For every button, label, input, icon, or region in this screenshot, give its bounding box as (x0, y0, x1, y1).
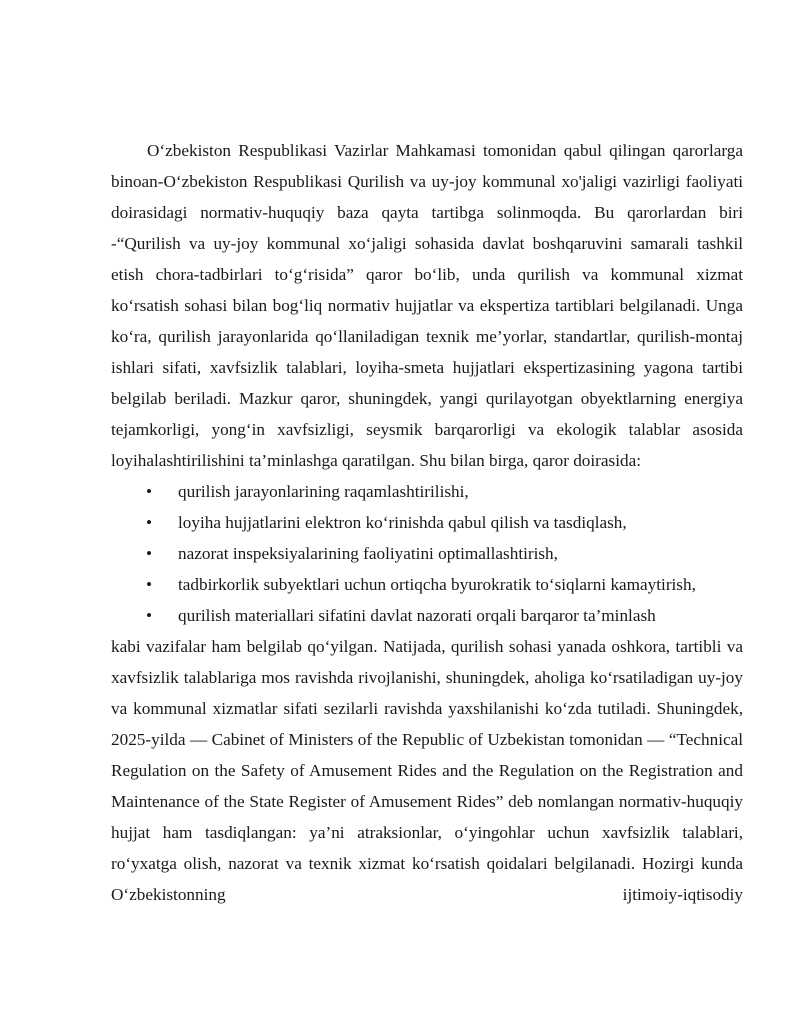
list-item-text: qurilish materiallari sifatini davlat nazorati orqali barqaror ta’minlash (178, 606, 656, 625)
bullet-icon: • (146, 606, 153, 625)
list-item-text: tadbirkorlik subyektlari uchun ortiqcha byurokratik to‘siqlarni kamaytirish, (178, 575, 696, 594)
list-item (111, 507, 743, 538)
list-item-text: nazorat inspeksiyalarining faoliyatini optimallashtirish, (178, 544, 558, 563)
paragraph-continuation: kabi vazifalar ham belgilab qo‘yilgan. Natijada, qurilish sohasi yanada oshkora, tartibli va xavfsizlik talablariga mos ravishda rivojlanishi, shuningdek, aholiga ko‘rsatiladigan uy-joy va kommunal xizmatlar sifati sezilarli ravishda yaxshilanishi ko‘zda tutiladi. Shuningdek, 2025-yilda — Cabinet of Ministers of the Republic of Uzbekistan tomonidan — “Technical Regulation on the Safety of Amusement Rides and the Regulation on the Registration and Maintenance of the State Register of Amusement Rides” deb nomlangan normativ-huquqiy hujjat ham tasdiqlangan: ya’ni atraksionlar, o‘yingohlar uchun xavfsizlik talablari, ro‘yxatga olish, nazorat va texnik xizmat ko‘rsatish qoidalari belgilanadi. Hozirgi kunda O‘zbekistonning ijtimoiy-iqtisodiy (111, 637, 743, 904)
bullet-icon: • (146, 513, 153, 532)
list-item (111, 569, 743, 600)
task-list (111, 476, 743, 631)
list-item (111, 600, 743, 631)
paragraph-intro: O‘zbekiston Respublikasi Vazirlar Mahkamasi tomonidan qabul qilingan qarorlarga binoan-O‘zbekiston Respublikasi Qurilish va uy-joy kommunal xo'jaligi vazirligi faoliyati doirasidagi normativ-huquqiy baza qayta tartibga solinmoqda. Bu qarorlardan biri -“Qurilish va uy-joy kommunal xo‘jaligi sohasida davlat boshqaruvini samarali tashkil etish chora-tadbirlari to‘g‘risida” qaror bo‘lib, unda qurilish va kommunal xizmat ko‘rsatish sohasi bilan bog‘liq normativ hujjatlar va ekspertiza tartiblari belgilanadi. Unga ko‘ra, qurilish jarayonlarida qo‘llaniladigan texnik me’yorlar, standartlar, qurilish-montaj ishlari sifati, xavfsizlik talablari, loyiha-smeta hujjatlari ekspertizasining yagona tartibi belgilab beriladi. Mazkur qaror, shuningdek, yangi qurilayotgan obyektlarning energiya tejamkorligi, yong‘in xavfsizligi, seysmik barqarorligi va ekologik talablar asosida loyihalashtirilishini ta’minlashga qaratilgan. Shu bilan birga, qaror doirasida: (111, 141, 743, 470)
list-item (111, 476, 743, 507)
bullet-icon: • (146, 544, 153, 563)
document-page (111, 135, 743, 910)
bullet-icon: • (146, 482, 153, 501)
list-item-text: qurilish jarayonlarining raqamlashtirilishi, (178, 482, 469, 501)
bullet-icon: • (146, 575, 153, 594)
list-item (111, 538, 743, 569)
list-item-text: loyiha hujjatlarini elektron ko‘rinishda qabul qilish va tasdiqlash, (178, 513, 627, 532)
